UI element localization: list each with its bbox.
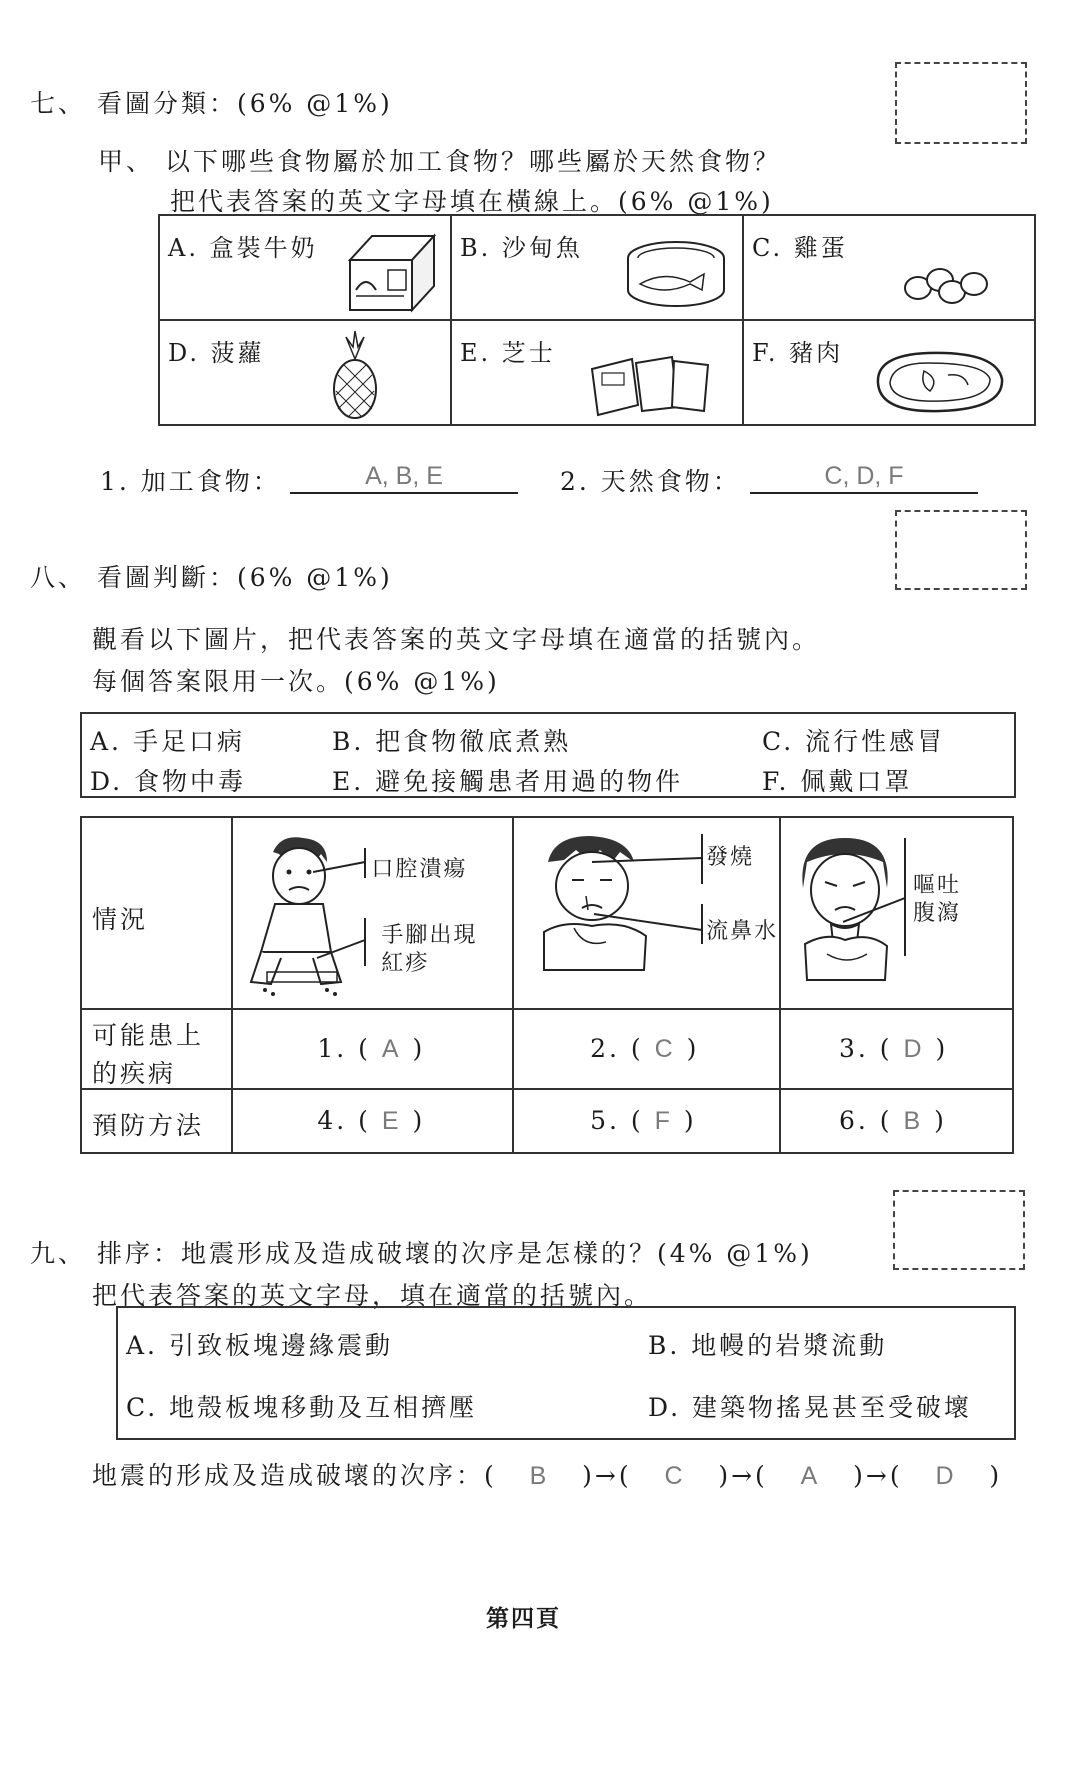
q5-ans: F <box>654 1107 673 1135</box>
order-label: 地震的形成及造成破壞的次序： <box>92 1461 485 1490</box>
option-f: F. 佩戴口罩 <box>762 767 913 796</box>
pic3-pointers <box>843 838 913 958</box>
food-label: E. 芝士 <box>460 339 556 367</box>
disease-table <box>80 816 1014 1154</box>
section-8-intro1: 觀看以下圖片，把代表答案的英文字母填在適當的括號內。 <box>92 625 821 654</box>
situation-pic-2 <box>513 817 780 1009</box>
score-box-s8 <box>895 510 1027 590</box>
situation-pic-3 <box>780 817 1013 1009</box>
milk-carton-icon <box>342 230 442 314</box>
pic1-label2b: 紅疹 <box>381 951 430 976</box>
row-situation-header <box>81 817 232 1009</box>
q4-num: 4. <box>317 1106 348 1135</box>
order-1[interactable]: B <box>529 1462 550 1490</box>
answer-cell-6[interactable] <box>780 1089 1013 1153</box>
cheese-icon <box>586 349 716 419</box>
pic2-pointers <box>592 834 712 944</box>
disease-label-1: 可能患上 <box>92 1021 205 1050</box>
food-label: D. 菠蘿 <box>168 339 265 367</box>
option-a: A. 手足口病 <box>90 727 245 756</box>
q6-num: 6. <box>838 1106 869 1135</box>
food-cell-d <box>159 320 451 425</box>
option-e: E. 避免接觸患者用過的物件 <box>332 767 684 796</box>
section-7-part-a-line1: 甲、 以下哪些食物屬於加工食物？哪些屬於天然食物？ <box>98 147 781 176</box>
food-label: F. 豬肉 <box>752 339 844 367</box>
food-cell-a <box>159 215 451 320</box>
option-box-s8 <box>80 712 1016 798</box>
section-7-heading: 七、 看圖分類：(6% @1%) <box>30 89 393 118</box>
answer-cell-2[interactable] <box>513 1009 780 1089</box>
food-cell-b <box>451 215 743 320</box>
answer-cell-1[interactable] <box>232 1009 513 1089</box>
q2-num: 2. <box>590 1034 620 1063</box>
section-8-intro2: 每個答案限用一次。(6% @1%) <box>92 667 500 696</box>
section-9-intro: 把代表答案的英文字母，填在適當的括號內。 <box>92 1281 653 1310</box>
pic2-label1: 發燒 <box>706 845 755 870</box>
food-label: A. 盒裝牛奶 <box>168 234 318 262</box>
q1-item: 1. ( A ) <box>317 1034 426 1063</box>
answer-cell-4[interactable] <box>232 1089 513 1153</box>
food-cell-c <box>743 215 1035 320</box>
pineapple-icon <box>326 329 384 421</box>
pic3-label2: 腹瀉 <box>912 901 961 926</box>
q2-answer: C, D, F <box>824 462 904 490</box>
q1-num: 1. <box>317 1034 348 1063</box>
option-c: C. 流行性感冒 <box>762 727 946 756</box>
q2-ans: C <box>654 1035 676 1063</box>
q1-label: 1. 加工食物： <box>100 467 281 496</box>
pic3-label1: 嘔吐 <box>912 873 961 898</box>
option-d: D. 食物中毒 <box>90 767 247 796</box>
food-cell-f <box>743 320 1035 425</box>
eggs-icon <box>902 260 992 306</box>
score-box-s9 <box>893 1190 1025 1270</box>
q3-ans: D <box>903 1035 925 1063</box>
q3-num: 3. <box>838 1034 869 1063</box>
pork-icon <box>868 345 1008 417</box>
sardine-can-icon <box>624 236 728 312</box>
disease-label-2: 的疾病 <box>92 1059 177 1088</box>
q1-ans: A <box>381 1035 402 1063</box>
page-number: 第四頁 <box>486 1605 561 1632</box>
answer-cell-5[interactable] <box>513 1089 780 1153</box>
q2-label: 2. 天然食物： <box>560 467 741 496</box>
prevent-label: 預防方法 <box>92 1111 205 1140</box>
q6-ans: B <box>903 1107 924 1135</box>
order-3[interactable]: A <box>800 1462 821 1490</box>
q5-item: 5. ( F ) <box>590 1106 697 1135</box>
food-cell-e <box>451 320 743 425</box>
pic1-label2a: 手腳出現 <box>381 923 478 948</box>
situation-pic-1 <box>232 817 513 1009</box>
option-c: C. 地殼板塊移動及互相擠壓 <box>126 1393 478 1422</box>
q4-ans: E <box>381 1107 402 1135</box>
answer-cell-3[interactable] <box>780 1009 1013 1089</box>
q3-item: 3. ( D ) <box>838 1034 949 1063</box>
option-b: B. 把食物徹底煮熟 <box>332 727 572 756</box>
row-disease-header <box>81 1009 232 1089</box>
row-prevent-header <box>81 1089 232 1153</box>
option-d: D. 建築物搖晃甚至受破壞 <box>648 1393 973 1422</box>
section-8-heading: 八、 看圖判斷：(6% @1%) <box>30 563 393 592</box>
score-box-s7 <box>895 62 1027 144</box>
food-label: B. 沙甸魚 <box>460 234 583 262</box>
q1-answer: A, B, E <box>365 462 443 490</box>
option-a: A. 引致板塊邊緣震動 <box>126 1331 393 1360</box>
food-table <box>158 214 1036 426</box>
q1-answer-line[interactable] <box>290 462 518 494</box>
q6-item: 6. ( B ) <box>838 1106 947 1135</box>
q5-num: 5. <box>590 1106 620 1135</box>
q2-answer-line[interactable] <box>750 462 978 494</box>
option-b: B. 地幔的岩漿流動 <box>648 1331 888 1360</box>
food-label: C. 雞蛋 <box>752 234 848 262</box>
section-7-part-a-line2: 把代表答案的英文字母填在橫線上。(6% @1%) <box>170 187 774 216</box>
pic2-label2: 流鼻水 <box>706 919 779 944</box>
order-row: 地震的形成及造成破壞的次序：( B )→( C )→( A )→( D ) <box>92 1461 1003 1490</box>
pic1-pointers <box>313 848 373 968</box>
pic1-label1: 口腔潰瘍 <box>371 857 468 882</box>
q2-item: 2. ( C ) <box>590 1034 700 1063</box>
order-2[interactable]: C <box>664 1462 686 1490</box>
order-4[interactable]: D <box>935 1462 957 1490</box>
q4-item: 4. ( E ) <box>317 1106 426 1135</box>
option-box-s9 <box>116 1306 1016 1440</box>
section-9-heading: 九、 排序：地震形成及造成破壞的次序是怎樣的？(4% @1%) <box>30 1239 813 1268</box>
situation-label: 情況 <box>92 905 149 934</box>
